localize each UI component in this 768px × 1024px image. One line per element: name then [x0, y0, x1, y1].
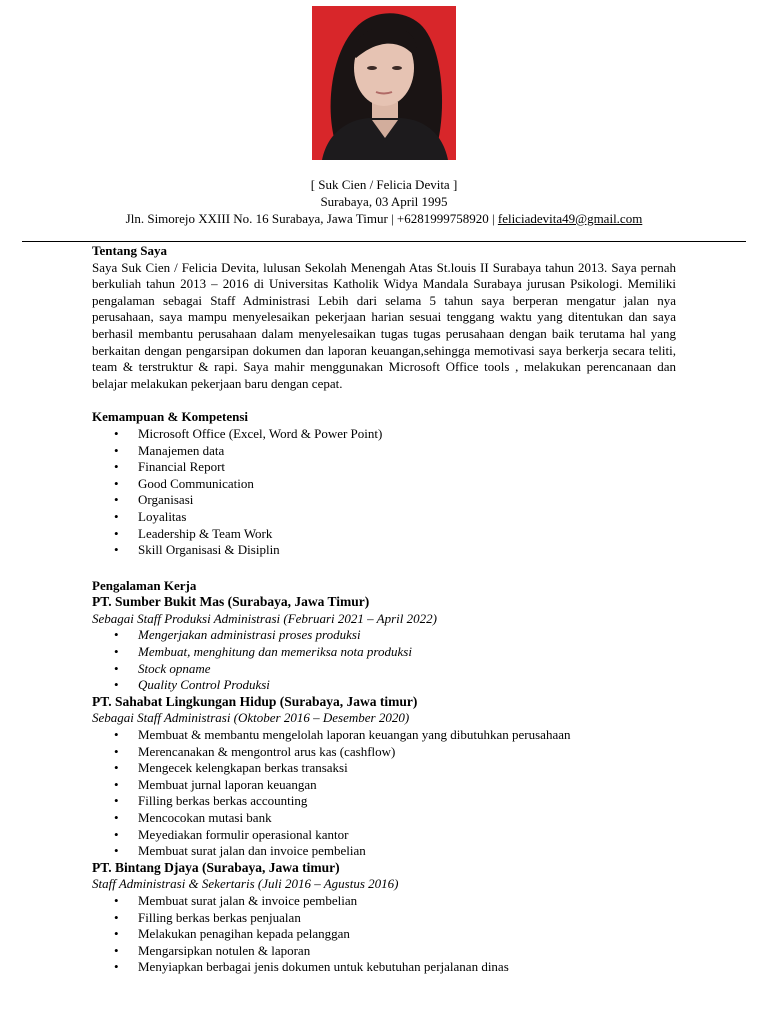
company-name: PT. Sumber Bukit Mas (Surabaya, Jawa Timur) — [92, 594, 370, 610]
list-item: • Mengecek kelengkapan berkas transaksi — [114, 760, 348, 776]
list-item: • Membuat surat jalan & invoice pembelian — [114, 892, 358, 908]
list-item: • Mengerjakan administrasi proses produksi — [114, 627, 361, 643]
bullet: • — [114, 727, 119, 743]
list-item: • Meyediakan formulir operasional kantor — [114, 826, 349, 842]
bullet: • — [114, 644, 119, 660]
job-role: Staff Administrasi & Sekertaris (Juli 2016 – Agustus 2016) — [92, 876, 399, 892]
bullet: • — [114, 425, 119, 441]
bullet: • — [114, 909, 119, 925]
bullet: • — [114, 492, 119, 508]
bullet: • — [114, 525, 119, 541]
bullet: • — [114, 776, 119, 792]
list-item: • Membuat jurnal laporan keuangan — [114, 776, 317, 792]
job-role: Sebagai Staff Administrasi (Oktober 2016 – Desember 2020) — [92, 710, 410, 726]
list-item: • Filling berkas berkas penjualan — [114, 909, 301, 925]
list-item: • Mencocokan mutasi bank — [114, 810, 272, 825]
bullet: • — [114, 475, 119, 491]
bullet: • — [114, 508, 119, 524]
list-item: • Stock opname — [114, 660, 211, 676]
list-item: • Filling berkas berkas accounting — [114, 793, 308, 809]
list-item: • Loyalitas — [114, 508, 187, 524]
bullet: • — [114, 542, 119, 558]
company-name: PT. Bintang Djaya (Surabaya, Jawa timur) — [92, 859, 340, 875]
list-item: • Manajemen data — [114, 442, 225, 458]
skills-list — [92, 426, 676, 559]
header-divider — [22, 241, 746, 242]
bullet: • — [114, 793, 119, 809]
profile-photo — [312, 6, 456, 160]
bullet: • — [114, 959, 119, 975]
bullet: • — [114, 760, 119, 776]
list-item: • Membuat, menghitung dan memeriksa nota produksi — [114, 644, 412, 660]
list-item: • Quality Control Produksi — [114, 677, 270, 693]
bullet: • — [114, 826, 119, 842]
about-heading: Tentang Saya — [92, 243, 168, 258]
list-item: • Financial Report — [114, 459, 226, 475]
birth-info: Surabaya, 03 April 1995 — [320, 194, 448, 209]
email-link[interactable]: feliciadevita49@gmail.com — [497, 211, 643, 226]
experience-heading: Pengalaman Kerja — [92, 577, 197, 593]
address-phone: Jln. Simorejo XXIII No. 16 Surabaya, Jawa Timur | +6281999758920 | — [125, 211, 498, 226]
list-item: • Mengarsipkan notulen & laporan — [114, 942, 311, 958]
list-item: • Membuat & membantu mengelolah laporan keuangan yang dibutuhkan perusahaan — [114, 727, 571, 743]
bullet: • — [114, 442, 119, 458]
resume-header — [0, 176, 768, 227]
list-item: • Skill Organisasi & Disiplin — [114, 542, 280, 558]
list-item: • Organisasi — [114, 492, 194, 508]
list-item: • Merencanakan & mengontrol arus kas (cashflow) — [114, 743, 396, 759]
task-list — [92, 627, 676, 693]
list-item: • Membuat surat jalan dan invoice pembelian — [114, 843, 366, 859]
list-item: • Melakukan penagihan kepada pelanggan — [114, 926, 350, 942]
portrait-image — [312, 6, 456, 160]
bullet: • — [114, 942, 119, 958]
company-name: PT. Sahabat Lingkungan Hidup (Surabaya, Jawa timur) — [92, 693, 418, 709]
contact-line — [0, 210, 768, 227]
bullet: • — [114, 660, 119, 676]
bullet: • — [114, 892, 119, 908]
bullet: • — [114, 926, 119, 942]
list-item: • Leadership & Team Work — [114, 525, 273, 541]
bullet: • — [114, 677, 119, 693]
list-item: • Menyiapkan berbagai jenis dokumen untuk kebutuhan perjalanan dinas — [114, 959, 509, 975]
bullet: • — [114, 810, 119, 825]
skills-heading: Kemampuan & Kompetensi — [92, 409, 248, 425]
task-list — [92, 727, 676, 860]
bullet: • — [114, 459, 119, 475]
bullet: • — [114, 843, 119, 859]
bullet: • — [114, 627, 119, 643]
resume-body — [92, 243, 676, 976]
bullet: • — [114, 743, 119, 759]
list-item: • Microsoft Office (Excel, Word & Power Point) — [114, 425, 383, 441]
job-role: Sebagai Staff Produksi Administrasi (Februari 2021 – April 2022) — [92, 610, 437, 626]
candidate-name: [ Suk Cien / Felicia Devita ] — [310, 177, 458, 192]
about-text: Saya Suk Cien / Felicia Devita, lulusan Sekolah Menengah Atas St.louis II Surabaya tahun 2013. Saya pernah berkuliah tahun 2013 – 2016 di Universitas Katholik Widya Mandala Surabaya jurusan Psikologi. Memiliki pengalaman sebagai Staff Administrasi Lebih dari selama 5 tahun saya berperan mengatur jalan nya perusahaan, saya mampu menyelesaikan pekerjaan harian sesuai tenggang waktu yang ditentukan dan saya berhasil membantu perusahaan dalam menyelesaikan tugas tugas perusahaan dengan baik terutama hal yang berkaitan dengan pengarsipan dokumen dan laporan keuangan,sehingga memotivasi saya berkerja secara teliti, team & terstruktur & rapi. Saya mahir menggunakan Microsoft Office tools , melakukan perencanaan dan belajar melakukan pekerjaan baru dengan cepat. — [92, 259, 676, 391]
list-item: • Good Communication — [114, 475, 254, 491]
task-list — [92, 893, 676, 976]
